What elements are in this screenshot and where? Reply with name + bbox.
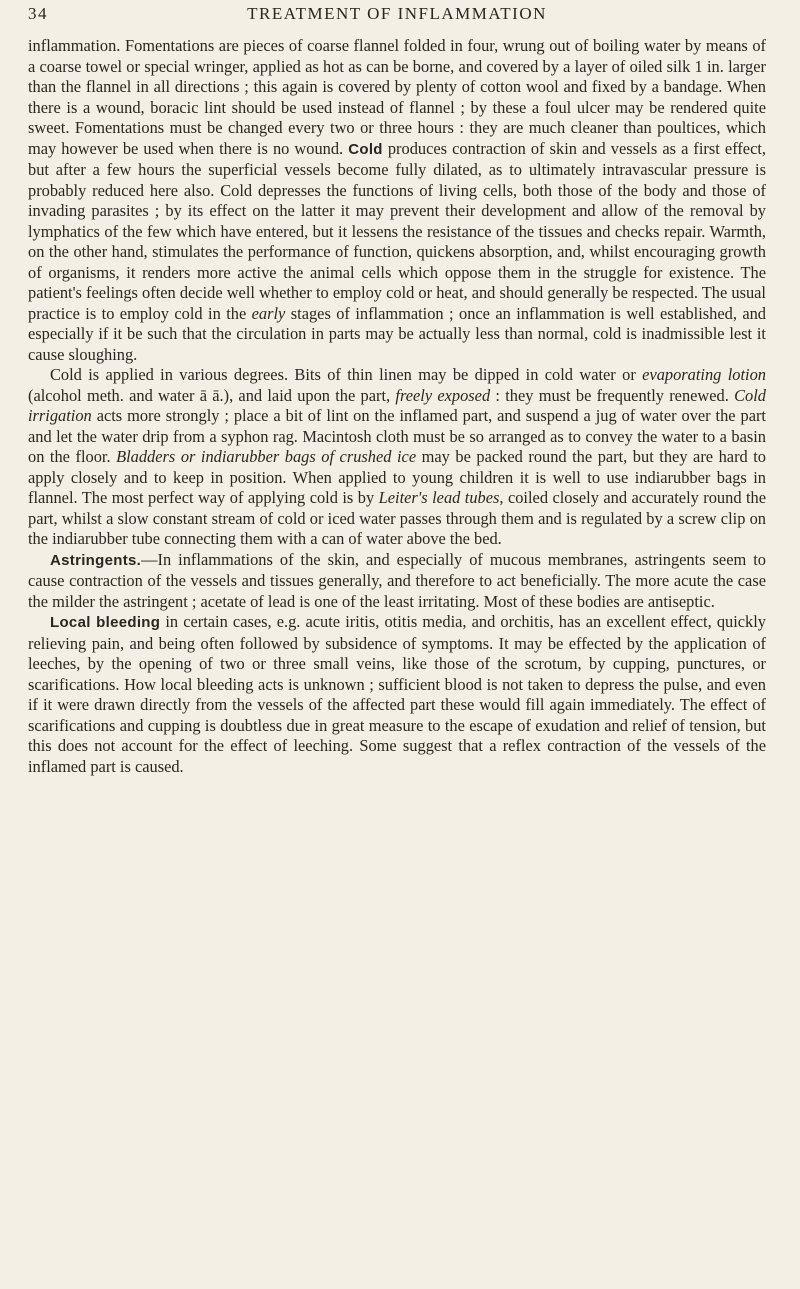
text-run: inflammation. Fomentations are pieces of coarse flannel folded in four, wrung out of boiling water by means of a coarse towel or special wringer, applied as hot as can be borne, and covered by a layer of oiled silk 1 in. larger than the flannel in all directions ; this again is covered by plenty of cotton wool and fixed by a bandage. When there is a wound, boracic lint should be used instead of flannel ; by these a foul ulcer may be rendered quite sweet. Fomentations must be changed every two or three hours : they are much cleaner than poultices, which may however be used when there is no wound. xyxy=(28,36,766,158)
body-text xyxy=(28,36,766,777)
text-run: Cold is applied in various degrees. Bits of thin linen may be dipped in cold water or xyxy=(50,365,643,384)
text-run: stages of inflammation ; once an inflammation is well established, and especially if it be such that the circulation in parts may be actually less than normal, cold is inadmissible lest it cause sloughing. xyxy=(28,303,767,364)
paragraph-fomentations-cold xyxy=(28,36,766,365)
text-run: produces contraction of skin and vessels as a first effect, but after a few hours the superficial vessels become fully dilated, as to ultimately intravascular pressure is probably reduced here also. Cold depresses the functions of living cells, both those of the body and those of invading parasites ; by its effect on the latter it may prevent their development and allow of the removal by lymphatics of the few which have entered, but it lessens the resistance of the tissues and checks repair. Warmth, on the other hand, stimulates the performance of function, quickens absorption, and, whilst encouraging growth of organisms, it renders more active the animal cells which oppose them in the struggle for existence. The patient's feelings often decide well whether to employ cold or heat, and should generally be respected. The usual practice is to employ cold in the xyxy=(28,138,767,323)
italic-term: evaporating lotion xyxy=(642,365,766,384)
text-run: —In inflammations of the skin, and especially of mucous membranes, astringents seem to cause contraction of the vessels and tissues generally, and therefore to act beneficially. The more acute the case the milder the astringent ; acetate of lead is one of the least irritating. Most of these bodies are antiseptic. xyxy=(28,549,766,611)
lead-in-local-bleeding: Local bleeding xyxy=(50,614,161,631)
italic-term: Cold irrigation xyxy=(28,385,766,425)
italic-term: freely exposed xyxy=(395,385,491,405)
text-run: (alcohol meth. and water ā ā.), and laid upon the part, xyxy=(28,385,396,405)
running-title: TREATMENT OF INFLAMMATION xyxy=(247,4,547,23)
text-run: in certain cases, e.g. acute iritis, otitis media, and orchitis, has an excellent effect, quickly relieving pain, and being often followed by subsidence of symptoms. It may be effected by the application of leeches, by the opening of two or three small veins, like those of the scrotum, by cupping, punctures, or scarifications. How local bleeding acts is unknown ; sufficient blood is not taken to depress the pulse, and even if it were drawn directly from the vessels of the affected part these would fill again immediately. The effect of scarifications and cupping is doubtless due in great measure to the escape of exudation and relief of tension, but this does not account for the effect of leeching. Some suggest that a reflex contraction of the vessels of the inflamed part is caused. xyxy=(28,612,766,776)
page-number: 34 xyxy=(28,4,48,23)
lead-in-astringents: Astringents. xyxy=(50,551,142,569)
italic-term: early xyxy=(251,303,286,323)
text-run: acts more strongly ; place a bit of lint on the inflamed part, and suspend a jug of water over the part and let the water drip from a syphon rag. Macintosh cloth must be so arranged as to convey the water to a basin on the floor. xyxy=(28,406,766,466)
text-run: , coiled closely and accurately round the part, whilst a slow constant stream of cold or iced water passes through them and is regulated by a screw clip on the indiarubber tube connecting them with a can of water above the bed. xyxy=(28,488,766,548)
italic-term: Bladders or indiarubber bags of crushed ice xyxy=(116,447,417,466)
text-run: : they must be frequently renewed. xyxy=(490,385,735,405)
running-head xyxy=(28,4,766,30)
text-run: may be packed round the part, but they are hard to apply closely and to keep in position. When applied to young children it is well to use indiarubber bags in flannel. The most perfect way of applying cold is by xyxy=(28,447,767,507)
paragraph-local-bleeding xyxy=(28,612,766,777)
italic-term: Leiter's lead tubes xyxy=(378,488,500,507)
paragraph-cold-application xyxy=(28,365,766,550)
paragraph-astringents xyxy=(28,550,766,613)
lead-in-cold: Cold xyxy=(348,140,383,158)
